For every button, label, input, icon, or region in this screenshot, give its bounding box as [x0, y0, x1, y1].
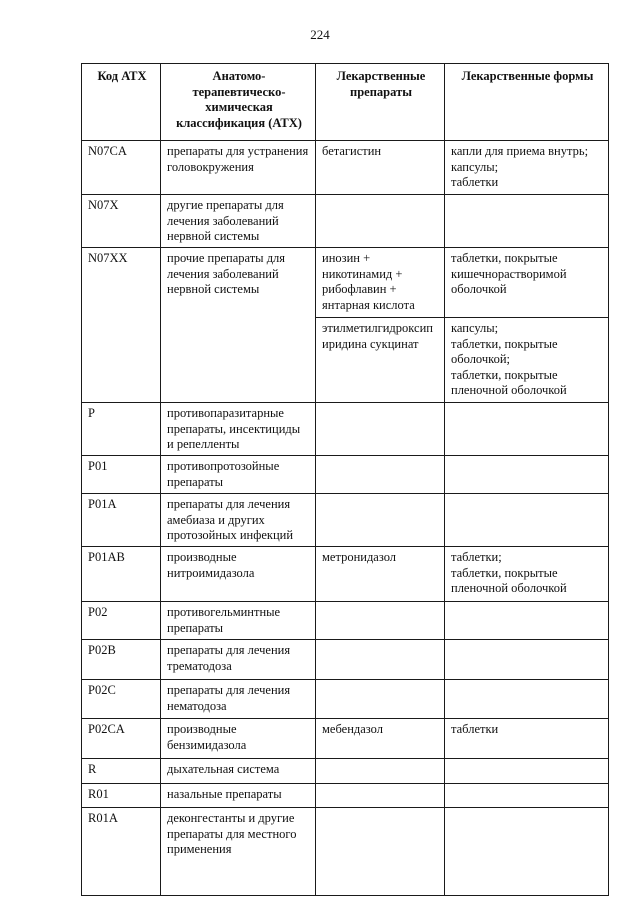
drug-cell: [316, 494, 445, 547]
table-row: [82, 456, 609, 494]
header-drugs: Лекарственные препараты: [316, 64, 445, 141]
drug-cell: этилметилгидроксип иридина сукцинат: [316, 318, 445, 403]
forms-cell: капсулы; таблетки, покрытые оболочкой; таблетки, покрытые пленочной оболочкой: [445, 318, 609, 403]
table-row: [82, 403, 609, 456]
header-atc-code: Код АТХ: [82, 64, 161, 141]
drug-cell: [316, 759, 445, 784]
table-row: [82, 248, 609, 318]
table-row: [82, 494, 609, 547]
classification-cell: прочие препараты для лечения заболеваний нервной системы: [161, 248, 316, 403]
forms-cell: [445, 456, 609, 494]
forms-cell: капли для приема внутрь; капсулы; таблетки: [445, 141, 609, 195]
classification-cell: препараты для лечения трематодоза: [161, 640, 316, 680]
classification-cell: другие препараты для лечения заболеваний нервной системы: [161, 195, 316, 248]
drug-cell: бетагистин: [316, 141, 445, 195]
table-header-row: [82, 64, 609, 141]
forms-cell: [445, 494, 609, 547]
forms-cell: [445, 759, 609, 784]
atc-code-cell: R01A: [82, 808, 161, 896]
classification-cell: препараты для устранения головокружения: [161, 141, 316, 195]
forms-cell: [445, 808, 609, 896]
classification-cell: дыхательная система: [161, 759, 316, 784]
forms-cell: [445, 602, 609, 640]
classification-cell: противопротозойные препараты: [161, 456, 316, 494]
forms-cell: [445, 403, 609, 456]
atc-code-cell: N07X: [82, 195, 161, 248]
classification-cell: противогельминтные препараты: [161, 602, 316, 640]
table-row: [82, 808, 609, 896]
drug-cell: [316, 195, 445, 248]
drug-cell: [316, 680, 445, 719]
drug-cell: инозин + никотинамид + рибофлавин + янтарная кислота: [316, 248, 445, 318]
classification-cell: деконгестанты и другие препараты для местного применения: [161, 808, 316, 896]
table-row: [82, 602, 609, 640]
forms-cell: [445, 195, 609, 248]
classification-cell: препараты для лечения амебиаза и других протозойных инфекций: [161, 494, 316, 547]
atc-code-cell: P01AB: [82, 547, 161, 602]
drug-cell: [316, 602, 445, 640]
forms-cell: [445, 784, 609, 808]
atc-code-cell: P01A: [82, 494, 161, 547]
atc-code-cell: P02CA: [82, 719, 161, 759]
page-number: 224: [310, 27, 330, 42]
table-row: [82, 640, 609, 680]
forms-cell: таблетки: [445, 719, 609, 759]
header-atc-classification: Анатомо- терапевтическо- химическая классификация (АТХ): [161, 64, 316, 141]
atc-code-cell: P01: [82, 456, 161, 494]
forms-cell: [445, 640, 609, 680]
drug-cell: [316, 456, 445, 494]
table-row: [82, 759, 609, 784]
atc-code-cell: R01: [82, 784, 161, 808]
forms-cell: таблетки, покрытые кишечнорастворимой оболочкой: [445, 248, 609, 318]
atc-code-cell: N07CA: [82, 141, 161, 195]
drug-cell: метронидазол: [316, 547, 445, 602]
drug-cell: [316, 640, 445, 680]
drug-cell: [316, 784, 445, 808]
table-row: [82, 141, 609, 195]
table-row: [82, 680, 609, 719]
table-row: [82, 547, 609, 602]
classification-cell: противопаразитарные препараты, инсектициды и репелленты: [161, 403, 316, 456]
forms-cell: [445, 680, 609, 719]
classification-cell: назальные препараты: [161, 784, 316, 808]
drug-cell: [316, 808, 445, 896]
table-row: [82, 719, 609, 759]
atc-code-cell: P02: [82, 602, 161, 640]
atc-code-cell: N07XX: [82, 248, 161, 403]
drug-cell: [316, 403, 445, 456]
forms-cell: таблетки; таблетки, покрытые пленочной оболочкой: [445, 547, 609, 602]
drug-cell: мебендазол: [316, 719, 445, 759]
atc-code-cell: P02C: [82, 680, 161, 719]
atc-code-cell: P02B: [82, 640, 161, 680]
atc-code-cell: R: [82, 759, 161, 784]
table-row: [82, 195, 609, 248]
classification-cell: производные нитроимидазола: [161, 547, 316, 602]
header-dosage-forms: Лекарственные формы: [445, 64, 609, 141]
classification-cell: препараты для лечения нематодоза: [161, 680, 316, 719]
atc-drug-table: [81, 63, 609, 896]
atc-code-cell: P: [82, 403, 161, 456]
table-row: [82, 784, 609, 808]
classification-cell: производные бензимидазола: [161, 719, 316, 759]
